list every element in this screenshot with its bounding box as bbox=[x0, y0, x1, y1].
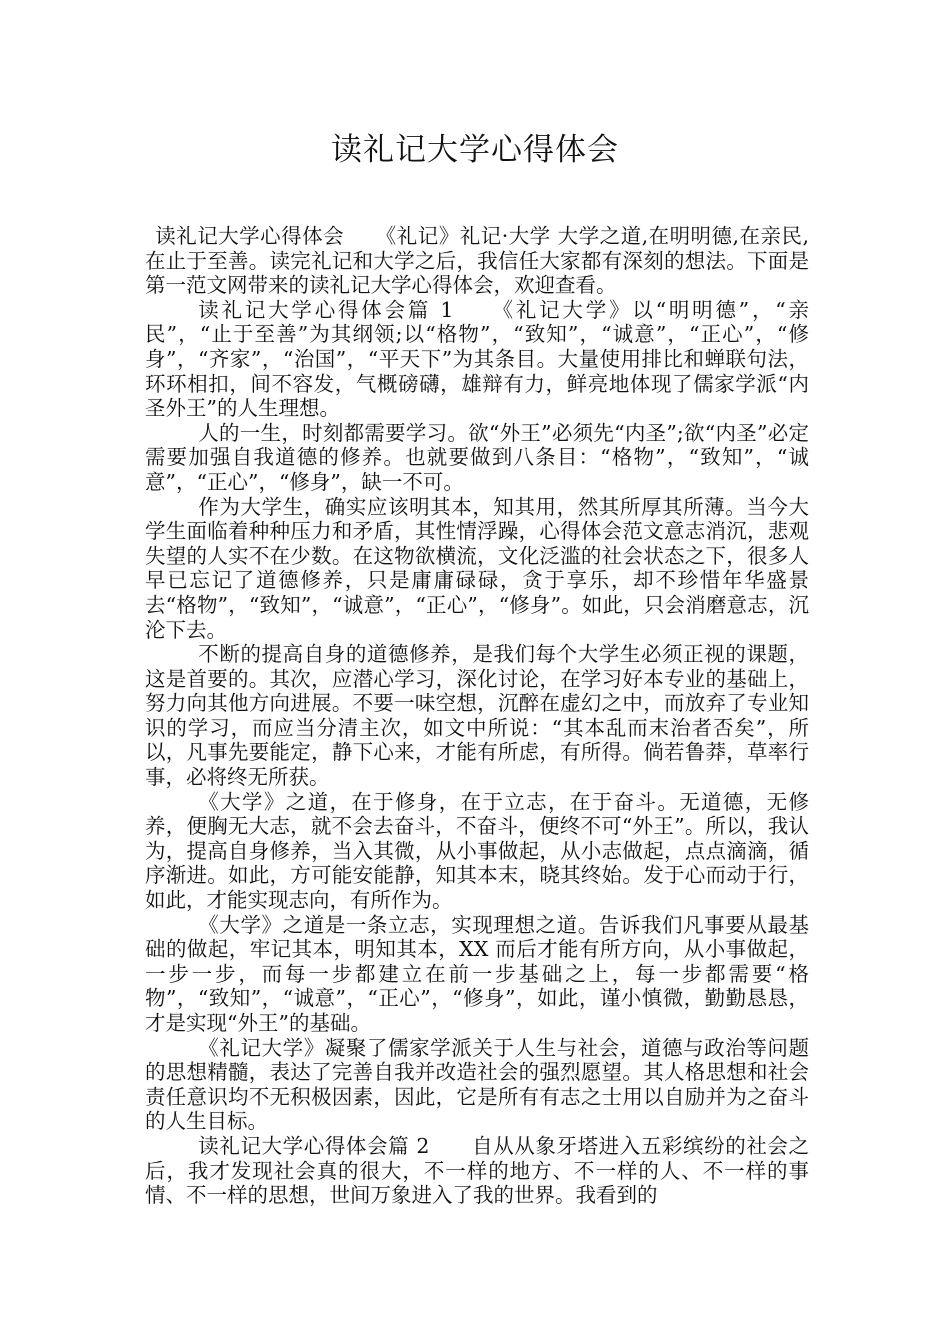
paragraph-part1-intro: 读礼记大学心得体会篇 1 《礼记大学》以“明明德”，“亲民”，“止于至善”为其纲领;以“格物”，“致知”，“诚意”，“正心”，“修身”，“齐家”，“治国”，“平天下”为其条目。大量使用排比和蝉联句法，环环相扣，间不容发，气概磅礴，雄辩有力，鲜亮地体现了儒家学派“内圣外王”的人生理想。 bbox=[145, 297, 809, 421]
paragraph-intro: 读礼记大学心得体会 《礼记》礼记·大学 大学之道,在明明德,在亲民,在止于至善。读完礼记和大学之后，我信任大家都有深刻的想法。下面是第一范文网带来的读礼记大学心得体会，欢迎查看。 bbox=[145, 224, 809, 298]
document-title: 读礼记大学心得体会 bbox=[331, 132, 619, 168]
paragraph-moral-improvement: 不断的提高自身的道德修养，是我们每个大学生必须正视的课题，这是首要的。其次，应潜心学习，深化讨论，在学习好本专业的基础上，努力向其他方向进展。不要一味空想，沉醉在虚幻之中，而放弃了专业知识的学习，而应当分清主次，如文中所说：“其本乱而末治者否矣”，所以，凡事先要能定，静下心来，才能有所虑，有所得。倘若鲁莽，草率行事，必将终无所获。 bbox=[145, 642, 809, 790]
paragraph-summary: 《礼记大学》凝聚了儒家学派关于人生与社会，道德与政治等问题的思想精髓，表达了完善自我并改造社会的强烈愿望。其人格思想和社会责任意识均不无积极因素，因此，它是所有有志之士用以自励并为之奋斗的人生目标。 bbox=[145, 1035, 809, 1134]
document-body bbox=[145, 224, 809, 1208]
paragraph-lifelong-learning: 人的一生，时刻都需要学习。欲“外王”必须先“内圣”;欲“内圣”必定需要加强自我道德的修养。也就要做到八条目：“格物”，“致知”，“诚意”，“正心”，“修身”，缺一不可。 bbox=[145, 420, 809, 494]
paragraph-college-students: 作为大学生，确实应该明其本，知其用，然其所厚其所薄。当今大学生面临着种种压力和矛盾，其性情浮躁，心得体会范文意志消沉，悲观失望的人实不在少数。在这物欲横流，文化泛滥的社会状态之下，很多人早已忘记了道德修养，只是庸庸碌碌，贪于享乐，却不珍惜年华盛景去“格物”，“致知”，“诚意”，“正心”，“修身”。如此，只会消磨意志，沉沦下去。 bbox=[145, 494, 809, 642]
paragraph-ideal-path: 《大学》之道是一条立志，实现理想之道。告诉我们凡事要从最基础的做起，牢记其本，明知其本，XX 而后才能有所方向，从小事做起，一步一步，而每一步都建立在前一步基础之上，每一步都需要“格物”，“致知”，“诚意”，“正心”，“修身”，如此，谨小慎微，勤勤恳恳，才是实现“外王”的基础。 bbox=[145, 912, 809, 1035]
paragraph-part2-intro: 读礼记大学心得体会篇 2 自从从象牙塔进入五彩缤纷的社会之后，我才发现社会真的很大，不一样的地方、不一样的人、不一样的事情、不一样的思想，世间万象进入了我的世界。我看到的 bbox=[145, 1133, 809, 1208]
paragraph-self-cultivation: 《大学》之道，在于修身，在于立志，在于奋斗。无道德，无修养，便胸无大志，就不会去奋斗，不奋斗，便终不可“外王”。所以，我认为，提高自身修养，当入其微，从小事做起，从小志做起，点点滴滴，循序渐进。如此，方可能安能静，知其本末，晓其终始。发于心而动于行，如此，才能实现志向，有所作为。 bbox=[145, 789, 809, 913]
